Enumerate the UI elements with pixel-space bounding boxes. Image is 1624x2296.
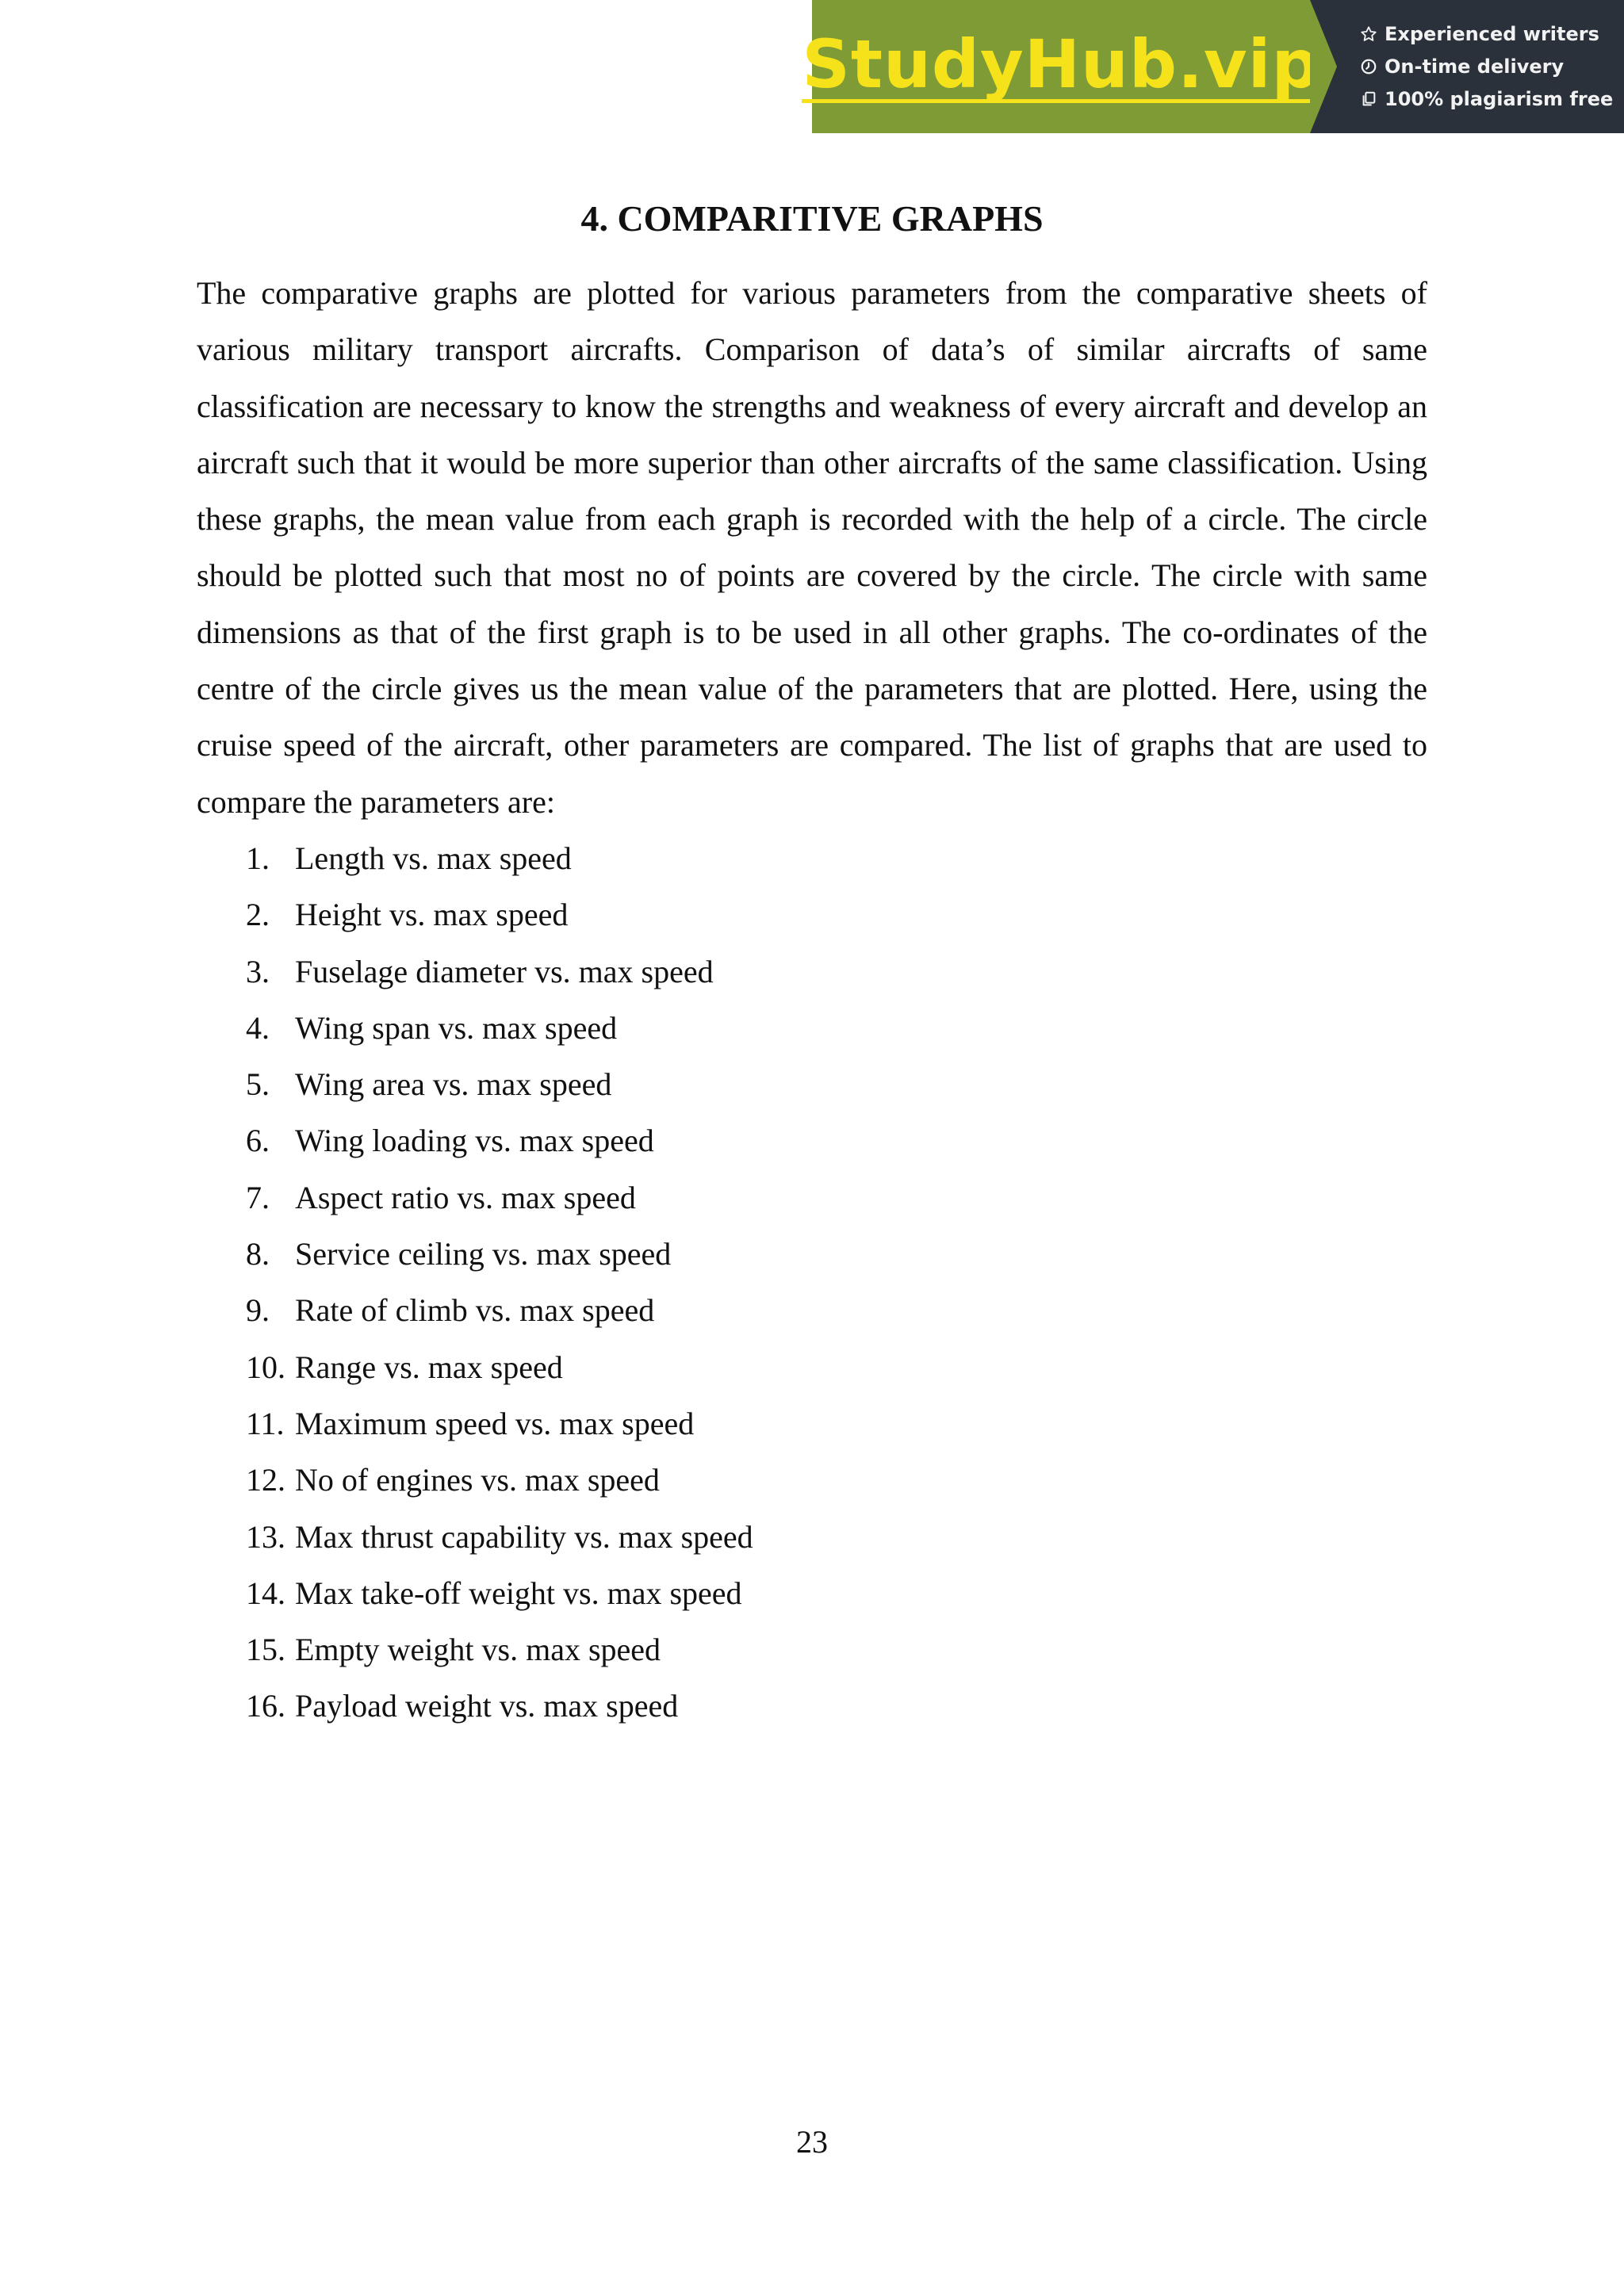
- list-item: [246, 1169, 753, 1226]
- copy-icon: [1359, 90, 1378, 109]
- list-text: No of engines vs. max speed: [295, 1462, 660, 1498]
- page-number: 23: [796, 2124, 828, 2160]
- list-text: Wing area vs. max speed: [295, 1066, 612, 1103]
- list-item: [246, 1282, 753, 1338]
- list-number: 14.: [246, 1575, 285, 1611]
- list-text: Wing span vs. max speed: [295, 1009, 618, 1046]
- list-item: [246, 1226, 753, 1282]
- list-text: Length vs. max speed: [295, 840, 572, 876]
- clock-icon: [1359, 57, 1378, 76]
- section-heading: 4. COMPARITIVE GRAPHS: [580, 198, 1044, 239]
- feature-text: Experienced writers: [1385, 23, 1599, 45]
- list-number: 13.: [246, 1518, 285, 1555]
- list-item: [246, 1621, 753, 1678]
- list-item: [246, 1056, 753, 1112]
- list-number: 2.: [246, 897, 270, 933]
- list-number: 6.: [246, 1123, 270, 1159]
- list-number: 4.: [246, 1009, 270, 1046]
- feature-text: 100% plagiarism free: [1385, 88, 1614, 110]
- list-number: 8.: [246, 1236, 270, 1272]
- brand-logo[interactable]: [802, 0, 1320, 133]
- list-item: [246, 1509, 753, 1565]
- list-text: Aspect ratio vs. max speed: [295, 1179, 636, 1215]
- list-text: Maximum speed vs. max speed: [295, 1405, 695, 1441]
- list-number: 12.: [246, 1462, 285, 1498]
- list-number: 16.: [246, 1688, 285, 1724]
- list-text: Wing loading vs. max speed: [295, 1123, 654, 1159]
- feature-plagiarism-free: [1359, 83, 1624, 116]
- list-text: Height vs. max speed: [295, 897, 569, 933]
- list-item: [246, 1678, 753, 1734]
- list-number: 7.: [246, 1179, 270, 1215]
- list-text: Rate of climb vs. max speed: [295, 1292, 655, 1329]
- list-text: Range vs. max speed: [295, 1349, 563, 1385]
- list-text: Payload weight vs. max speed: [295, 1688, 679, 1724]
- list-item: [246, 1565, 753, 1621]
- list-item: [246, 1339, 753, 1395]
- list-text: Fuselage diameter vs. max speed: [295, 953, 714, 989]
- banner-features: [1310, 0, 1624, 133]
- list-item: [246, 1000, 753, 1056]
- banner-chevron: [1310, 0, 1337, 133]
- list-number: 15.: [246, 1632, 285, 1668]
- list-text: Max thrust capability vs. max speed: [295, 1518, 753, 1555]
- list-number: 10.: [246, 1349, 285, 1385]
- list-number: 1.: [246, 840, 270, 876]
- list-number: 5.: [246, 1066, 270, 1103]
- body-paragraph: The comparative graphs are plotted for various parameters from the comparative sheets of various military transport aircrafts. Comparison of data’s of similar aircrafts of same classification are necessary to know the strengths and weakness of every aircraft and develop an aircraft such that it would be more superior than other aircrafts of the same classification. Using these graphs, the mean value from each graph is recorded with the help of a circle. The circle should be plotted such that most no of points are covered by the circle. The circle with same dimensions as that of the first graph is to be used in all other graphs. The co-ordinates of the centre of the circle gives us the mean value of the parameters that are plotted. Here, using the cruise speed of the aircraft, other parameters are compared. The list of graphs that are used to compare the parameters are:: [197, 275, 1427, 820]
- list-text: Empty weight vs. max speed: [295, 1632, 661, 1668]
- list-item: [246, 1452, 753, 1508]
- list-number: 9.: [246, 1292, 270, 1329]
- list-item: [246, 943, 753, 1000]
- graph-list: [246, 830, 753, 1735]
- feature-on-time-delivery: [1359, 51, 1624, 83]
- star-icon: [1359, 25, 1378, 44]
- feature-text: On-time delivery: [1385, 55, 1565, 78]
- list-text: Max take-off weight vs. max speed: [295, 1575, 742, 1611]
- list-item: [246, 830, 753, 886]
- list-number: 11.: [246, 1405, 285, 1441]
- brand-name: StudyHub.vip: [802, 25, 1320, 103]
- feature-experienced-writers: [1359, 18, 1624, 51]
- list-text: Service ceiling vs. max speed: [295, 1236, 672, 1272]
- list-item: [246, 1112, 753, 1169]
- list-item: [246, 886, 753, 943]
- list-item: [246, 1395, 753, 1452]
- list-number: 3.: [246, 953, 270, 989]
- studyhub-banner[interactable]: [802, 0, 1624, 133]
